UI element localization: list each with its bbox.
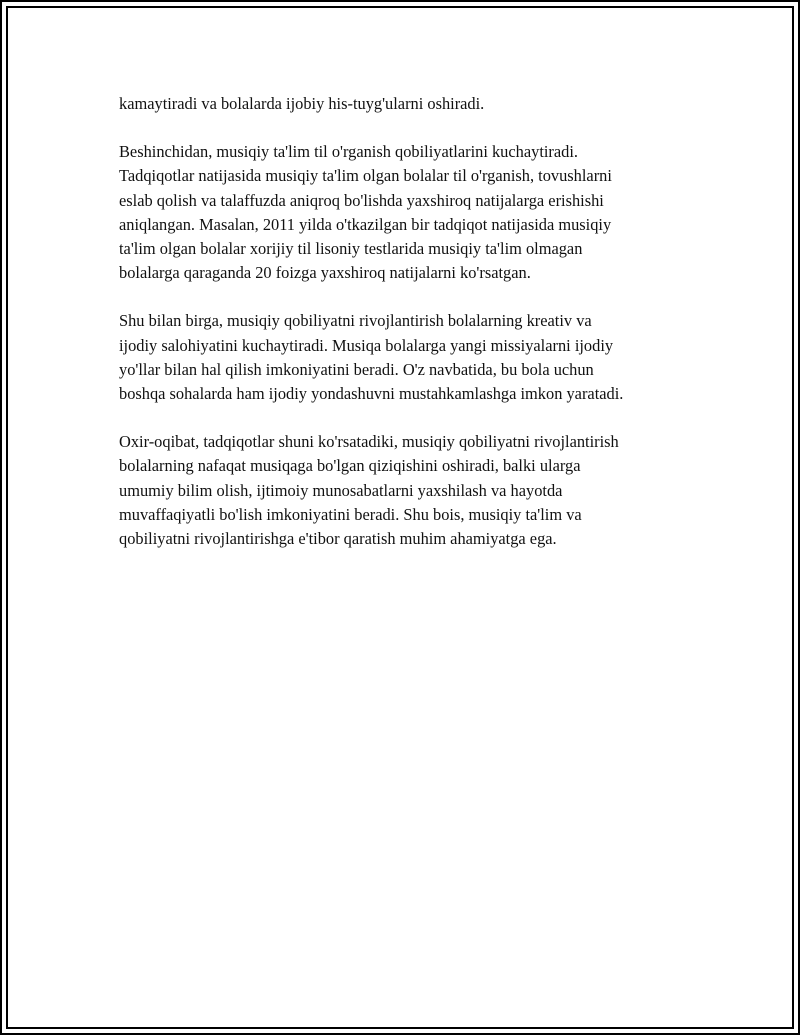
paragraph-line: umumiy bilim olish, ijtimoiy munosabatlarni yaxshilash va hayotda <box>119 480 563 500</box>
paragraph-3 <box>119 309 699 406</box>
paragraph-line: bolalarga qaraganda 20 foizga yaxshiroq natijalarni ko'rsatgan. <box>119 263 531 283</box>
paragraph-line: kamaytiradi va bolalarda ijobiy his-tuyg'ularni oshiradi. <box>119 94 485 113</box>
paragraph-line: boshqa sohalarda ham ijodiy yondashuvni mustahkamlashga imkon yaratadi. <box>119 384 624 404</box>
paragraph-line: qobiliyatni rivojlantirishga e'tibor qaratish muhim ahamiyatga ega. <box>119 529 557 549</box>
paragraph-line: eslab qolish va talaffuzda aniqroq bo'lishda yaxshiroq natijalarga erishishi <box>119 190 604 210</box>
paragraph-line: Oxir-oqibat, tadqiqotlar shuni ko'rsatadiki, musiqiy qobiliyatni rivojlantirish <box>119 432 619 452</box>
paragraph-line: Tadqiqotlar natijasida musiqiy ta'lim olgan bolalar til o'rganish, tovushlarni <box>119 166 612 186</box>
paragraph-4 <box>119 430 699 551</box>
paragraph-1 <box>119 92 699 116</box>
document-body <box>119 92 699 575</box>
paragraph-2 <box>119 140 699 285</box>
paragraph-line: bolalarning nafaqat musiqaga bo'lgan qiziqishini oshiradi, balki ularga <box>119 456 581 476</box>
paragraph-line: aniqlangan. Masalan, 2011 yilda o'tkazilgan bir tadqiqot natijasida musiqiy <box>119 214 612 234</box>
paragraph-line: yo'llar bilan hal qilish imkoniyatini beradi. O'z navbatida, bu bola uchun <box>119 359 594 379</box>
paragraph-line: ta'lim olgan bolalar xorijiy til lisoniy testlarida musiqiy ta'lim olmagan <box>119 239 583 259</box>
paragraph-line: Beshinchidan, musiqiy ta'lim til o'rganish qobiliyatlarini kuchaytiradi. <box>119 142 579 162</box>
paragraph-line: ijodiy salohiyatini kuchaytiradi. Musiqa bolalarga yangi missiyalarni ijodiy <box>119 335 614 355</box>
paragraph-line: Shu bilan birga, musiqiy qobiliyatni rivojlantirish bolalarning kreativ va <box>119 311 592 331</box>
paragraph-line: muvaffaqiyatli bo'lish imkoniyatini beradi. Shu bois, musiqiy ta'lim va <box>119 504 582 524</box>
